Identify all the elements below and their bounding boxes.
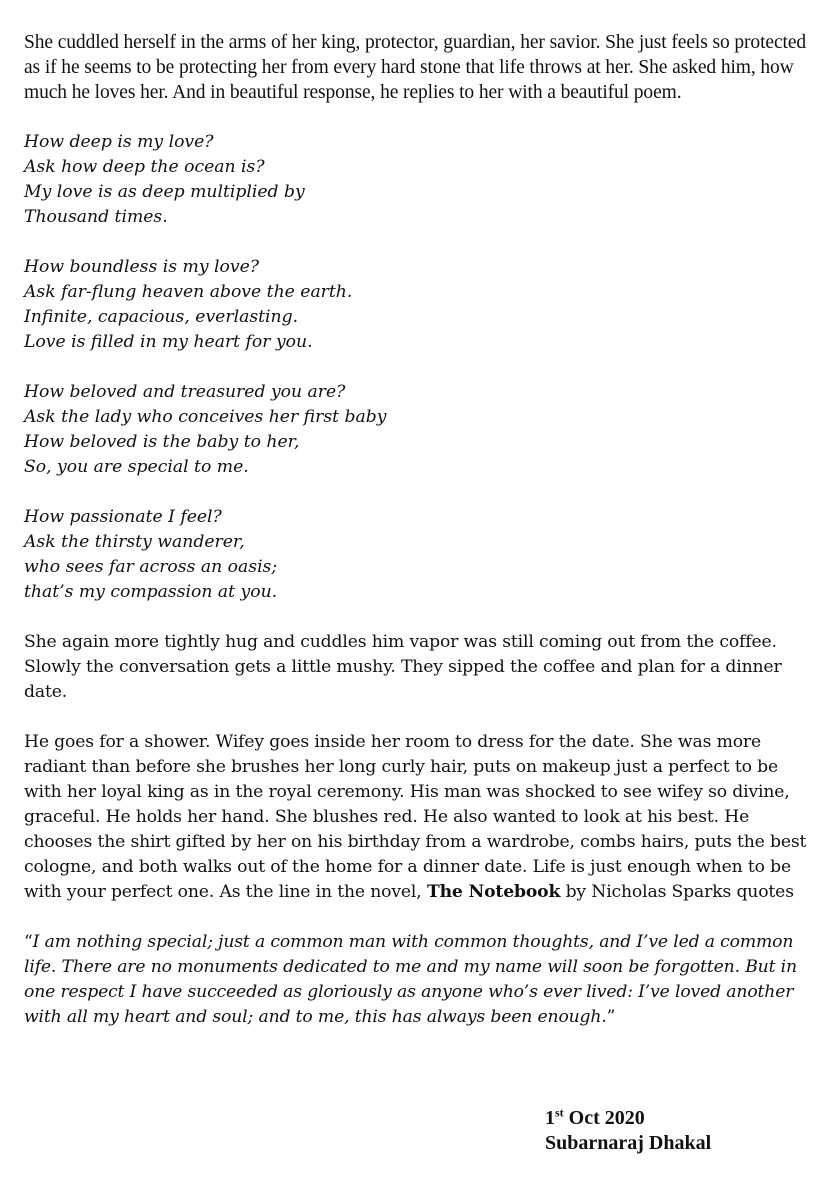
poem-line: How beloved is the baby to her, (24, 432, 300, 452)
poem-stanza (24, 255, 808, 355)
poem (24, 130, 808, 605)
poem-stanza (24, 130, 808, 230)
quote-close-mark: ” (606, 1007, 616, 1027)
document-page (24, 30, 808, 1030)
poem-line: Thousand times. (24, 207, 168, 227)
paragraph-text: He goes for a shower. Wifey goes inside her room to dress for the date. She was more radiant than before she brushes her long curly hair, puts on makeup just a perfect to be with her loyal king as in the royal ceremony. His man was shocked to see wifey so divine, graceful. He holds her hand. She blushes red. He also wanted to look at his best. He chooses the shirt gifted by her on his birthday from a wardrobe, combs hairs, puts the best cologne, and both walks out of the home for a dinner date. Life is just enough when to be with your perfect one. As the line in the novel, (24, 732, 807, 902)
poem-line: How beloved and treasured you are? (24, 382, 346, 402)
date-day-suffix: st (555, 1105, 564, 1120)
poem-line: How deep is my love? (24, 132, 214, 152)
poem-stanza (24, 505, 808, 605)
quote-open-mark: “ (24, 932, 33, 952)
poem-line: who sees far across an oasis; (24, 557, 278, 577)
paragraph-coffee: She again more tightly hug and cuddles him vapor was still coming out from the coffee. Slowly the conversation gets a little mushy. They sipped the coffee and plan for a dinner date. (24, 632, 782, 702)
author-name: Subarnaraj Dhakal (545, 1132, 712, 1154)
quote-text: I am nothing special; just a common man with common thoughts, and I’ve led a common life. There are no monuments dedicated to me and my name will soon be forgotten. But in one respect I have succeeded as gloriously as anyone who’s ever lived: I’ve loved another with all my heart and soul; and to me, this has always been enough. (24, 932, 797, 1027)
signature-block (545, 1106, 711, 1156)
poem-line: Ask the thirsty wanderer, (24, 532, 245, 552)
paragraph-dinner-date (24, 730, 808, 905)
paragraph-text: by Nicholas Sparks quotes (565, 882, 794, 902)
signature-date (545, 1106, 711, 1131)
intro-paragraph: She cuddled herself in the arms of her king, protector, guardian, her savior. She just feels so protected as if he seems to be protecting her from every hard stone that life throws at her. She asked him, how much he loves her. And in beautiful response, he replies to her with a beautiful poem. (24, 32, 807, 103)
poem-line: Love is filled in my heart for you. (24, 332, 313, 352)
poem-line: Ask how deep the ocean is? (24, 157, 265, 177)
novel-quote (24, 930, 808, 1030)
poem-stanza (24, 380, 808, 480)
poem-line: My love is as deep multiplied by (24, 182, 305, 202)
poem-line: that’s my compassion at you. (24, 582, 278, 602)
poem-line: Ask the lady who conceives her first baby (24, 407, 387, 427)
poem-line: Infinite, capacious, everlasting. (24, 307, 299, 327)
poem-line: Ask far-flung heaven above the earth. (24, 282, 353, 302)
poem-line: So, you are special to me. (24, 457, 249, 477)
date-month-year: Oct 2020 (568, 1107, 645, 1129)
book-title: The Notebook (426, 882, 561, 902)
poem-line: How boundless is my love? (24, 257, 259, 277)
poem-line: How passionate I feel? (24, 507, 222, 527)
date-day: 1 (545, 1107, 555, 1129)
